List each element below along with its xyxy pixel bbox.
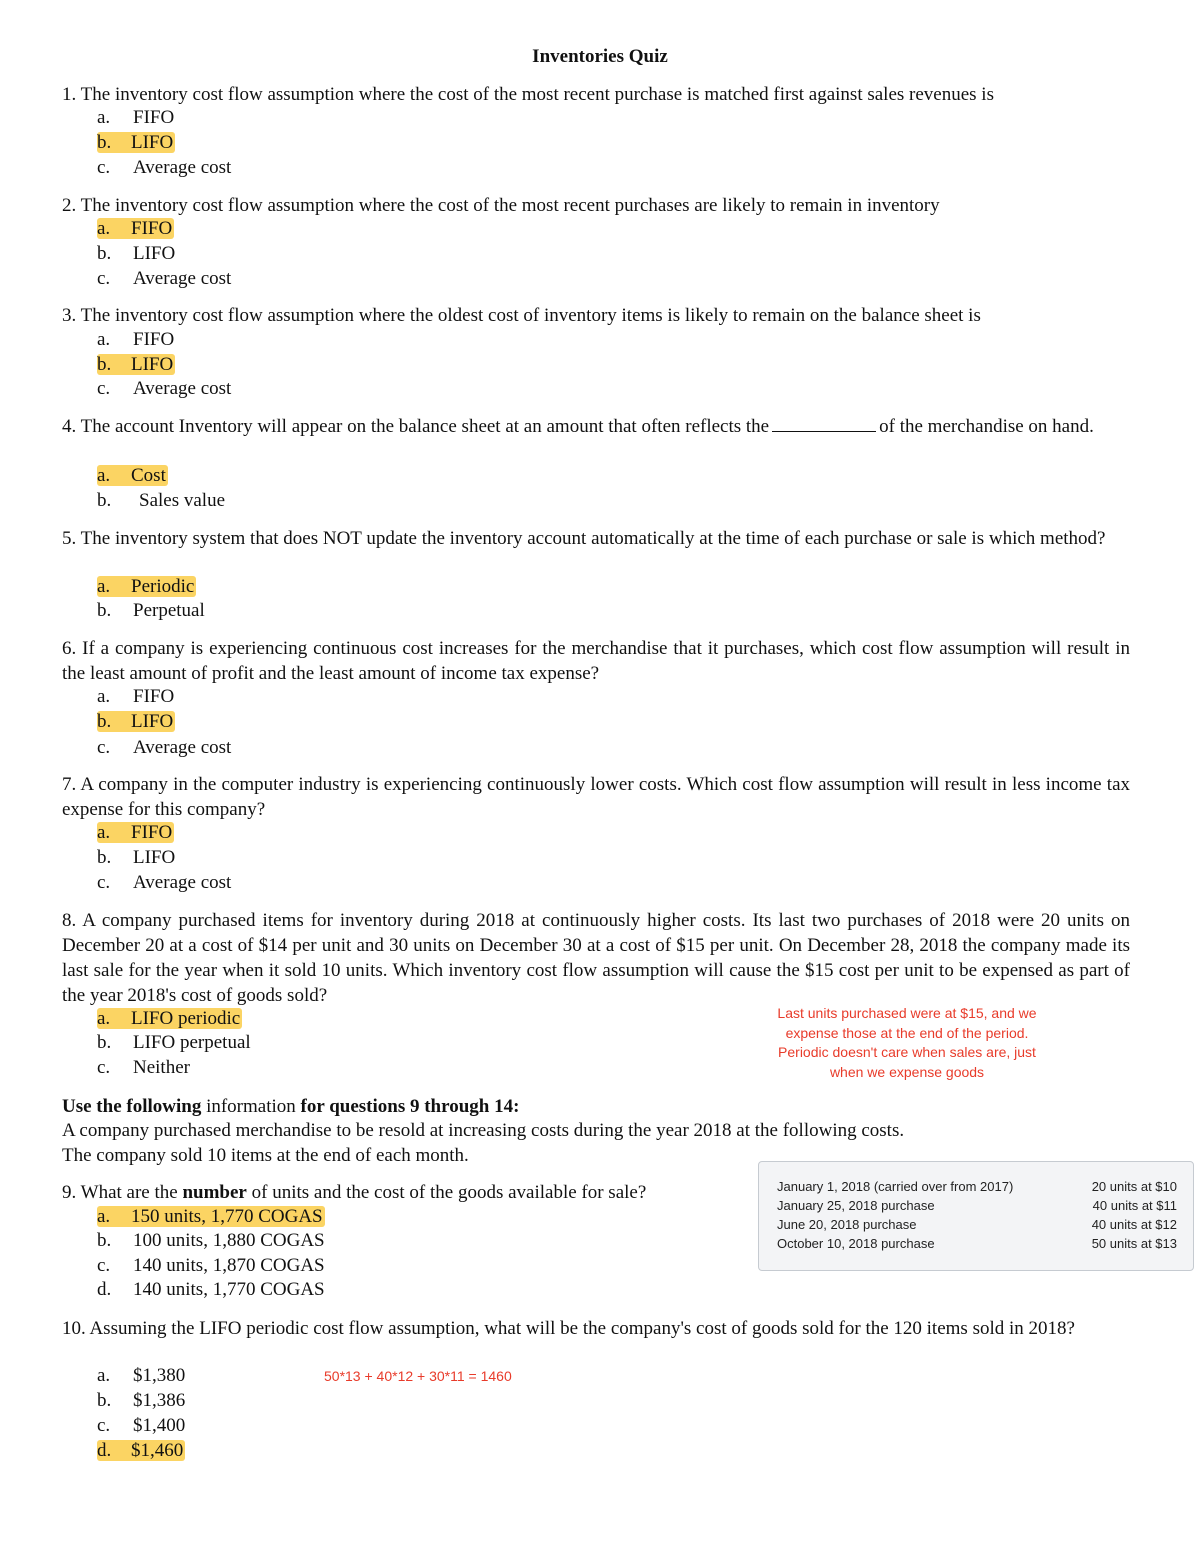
question-7: 7. A company in the computer industry is experiencing continuously lower costs. Which cost flow assumption will result in less income tax expense for this company? [62, 774, 1130, 820]
q9-option-c[interactable]: c. 140 units, 1,870 COGAS [97, 1255, 325, 1276]
page-title: Inventories Quiz [532, 46, 668, 67]
q4-option-a[interactable]: a. Cost [97, 465, 166, 486]
info-line-2: A company purchased merchandise to be resold at increasing costs during the year 2018 at the following costs. [62, 1120, 905, 1141]
q2-option-c[interactable]: c. Average cost [97, 268, 232, 289]
q8-option-c[interactable]: c. Neither [97, 1057, 190, 1078]
question-10: 10. Assuming the LIFO periodic cost flow assumption, what will be the company's cost of goods sold for the 120 items sold in 2018? [62, 1318, 1075, 1339]
q3-option-b[interactable]: b. LIFO [97, 354, 174, 375]
question-6: 6. If a company is experiencing continuous cost increases for the merchandise that it purchases, which cost flow assumption will result in the least amount of profit and the least amount of income tax expense? [62, 638, 1130, 684]
question-4: 4. The account Inventory will appear on the balance sheet at an amount that often reflects the of the merchandise on hand. [62, 416, 1094, 437]
table-row: January 1, 2018 (carried over from 2017) 20 units at $10 [777, 1179, 1177, 1194]
q4-option-b[interactable]: b. Sales value [97, 490, 226, 511]
q10-option-a[interactable]: a. $1,380 [97, 1365, 186, 1386]
q1-option-b[interactable]: b. LIFO [97, 132, 174, 153]
question-1: 1. The inventory cost flow assumption where the cost of the most recent purchase is matched first against sales revenues is [62, 84, 994, 105]
q1-option-c[interactable]: c. Average cost [97, 157, 232, 178]
question-2: 2. The inventory cost flow assumption where the cost of the most recent purchases are likely to remain in inventory [62, 195, 940, 216]
q8-option-a[interactable]: a. LIFO periodic [97, 1008, 241, 1029]
q6-option-a[interactable]: a. FIFO [97, 686, 175, 707]
q1-option-a[interactable]: a. FIFO [97, 107, 175, 128]
q8-option-b[interactable]: b. LIFO perpetual [97, 1032, 251, 1053]
q10-option-b[interactable]: b. $1,386 [97, 1390, 186, 1411]
q6-option-c[interactable]: c. Average cost [97, 737, 232, 758]
table-row: October 10, 2018 purchase 50 units at $13 [777, 1236, 1177, 1251]
q2-option-a[interactable]: a. FIFO [97, 218, 173, 239]
q7-option-b[interactable]: b. LIFO [97, 847, 176, 868]
q7-option-c[interactable]: c. Average cost [97, 872, 232, 893]
q10-annotation: 50*13 + 40*12 + 30*11 = 1460 [324, 1368, 512, 1384]
q7-option-a[interactable]: a. FIFO [97, 822, 173, 843]
question-5: 5. The inventory system that does NOT update the inventory account automatically at the time of each purchase or sale is which method? [62, 528, 1106, 549]
info-line-3: The company sold 10 items at the end of each month. [62, 1145, 469, 1166]
q5-option-a[interactable]: a. Periodic [97, 576, 195, 597]
q9-option-a[interactable]: a. 150 units, 1,770 COGAS [97, 1206, 323, 1227]
q8-annotation: Last units purchased were at $15, and we expense those at the end of the period. Periodic doesn't care when sales are, just when we expense goods [777, 1005, 1037, 1080]
q6-option-b[interactable]: b. LIFO [97, 711, 174, 732]
q3-option-c[interactable]: c. Average cost [97, 378, 232, 399]
q10-option-d[interactable]: d. $1,460 [97, 1440, 184, 1461]
table-row: June 20, 2018 purchase 40 units at $12 [777, 1217, 1177, 1232]
q9-option-b[interactable]: b. 100 units, 1,880 COGAS [97, 1230, 325, 1251]
question-3: 3. The inventory cost flow assumption where the oldest cost of inventory items is likely to remain on the balance sheet is [62, 305, 981, 326]
q3-option-a[interactable]: a. FIFO [97, 329, 175, 350]
q2-option-b[interactable]: b. LIFO [97, 243, 176, 264]
q10-option-c[interactable]: c. $1,400 [97, 1415, 186, 1436]
purchases-table [758, 1161, 1194, 1271]
question-9: 9. What are the number of units and the cost of the goods available for sale? [62, 1182, 647, 1203]
q5-option-b[interactable]: b. Perpetual [97, 600, 205, 621]
q9-option-d[interactable]: d. 140 units, 1,770 COGAS [97, 1279, 325, 1300]
info-heading: Use the following information for questions 9 through 14: [62, 1096, 520, 1117]
question-8: 8. A company purchased items for inventory during 2018 at continuously higher costs. Its last two purchases of 2018 were 20 units on December 20 at a cost of $14 per unit and 30 units on December 30 at a cost of $15 per unit. On December 28, 2018 the company made its last sale for the year when it sold 10 units. Which inventory cost flow assumption will cause the $15 cost per unit to be expensed as part of the year 2018's cost of goods sold? [62, 910, 1130, 1006]
table-row: January 25, 2018 purchase 40 units at $11 [777, 1198, 1177, 1213]
answer-blank [772, 414, 876, 432]
